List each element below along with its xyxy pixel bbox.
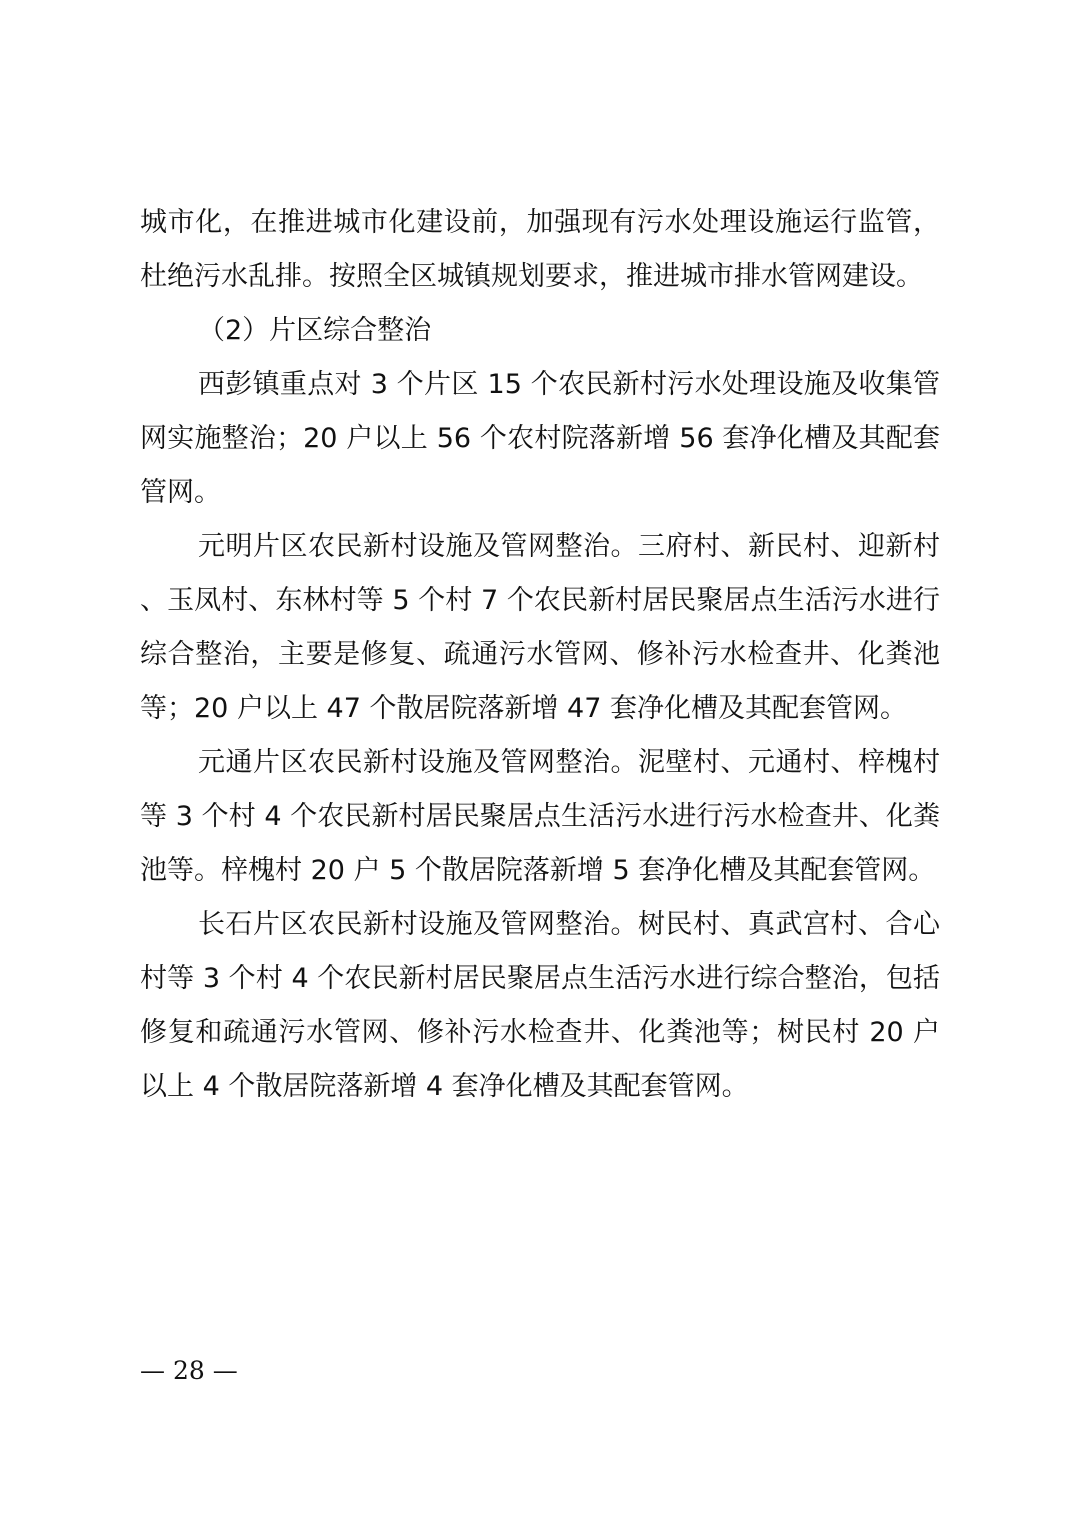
page-number: — 28 — bbox=[140, 1356, 238, 1385]
paragraph-changshi: 长石片区农民新村设施及管网整治。树民村、真武宫村、合心村等 3 个村 4 个农民新村居民聚居点生活污水进行综合整治，包括修复和疏通污水管网、修补污水检查井、化粪池等；树民村 20 户以上 4 个散居院落新增 4 套净化槽及其配套管网。 bbox=[140, 909, 940, 1102]
paragraph-yuantong: 元通片区农民新村设施及管网整治。泥壁村、元通村、梓槐村等 3 个村 4 个农民新村居民聚居点生活污水进行污水检查井、化粪池等。梓槐村 20 户 5 个散居院落新增 5 套净化槽及其配套管网。 bbox=[140, 747, 940, 886]
section-heading: （2）片区综合整治 bbox=[198, 315, 432, 346]
document-body bbox=[140, 196, 940, 1114]
paragraph-xipeng: 西彭镇重点对 3 个片区 15 个农民新村污水处理设施及收集管网实施整治；20 户以上 56 个农村院落新增 56 套净化槽及其配套管网。 bbox=[140, 369, 940, 508]
paragraph-yuanming: 元明片区农民新村设施及管网整治。三府村、新民村、迎新村、玉凤村、东林村等 5 个村 7 个农民新村居民聚居点生活污水进行综合整治，主要是修复、疏通污水管网、修补污水检查井、化粪池等；20 户以上 47 个散居院落新增 47 套净化槽及其配套管网。 bbox=[140, 531, 940, 724]
paragraph-continuation: 城市化，在推进城市化建设前，加强现有污水处理设施运行监管，杜绝污水乱排。按照全区城镇规划要求，推进城市排水管网建设。 bbox=[140, 207, 940, 292]
